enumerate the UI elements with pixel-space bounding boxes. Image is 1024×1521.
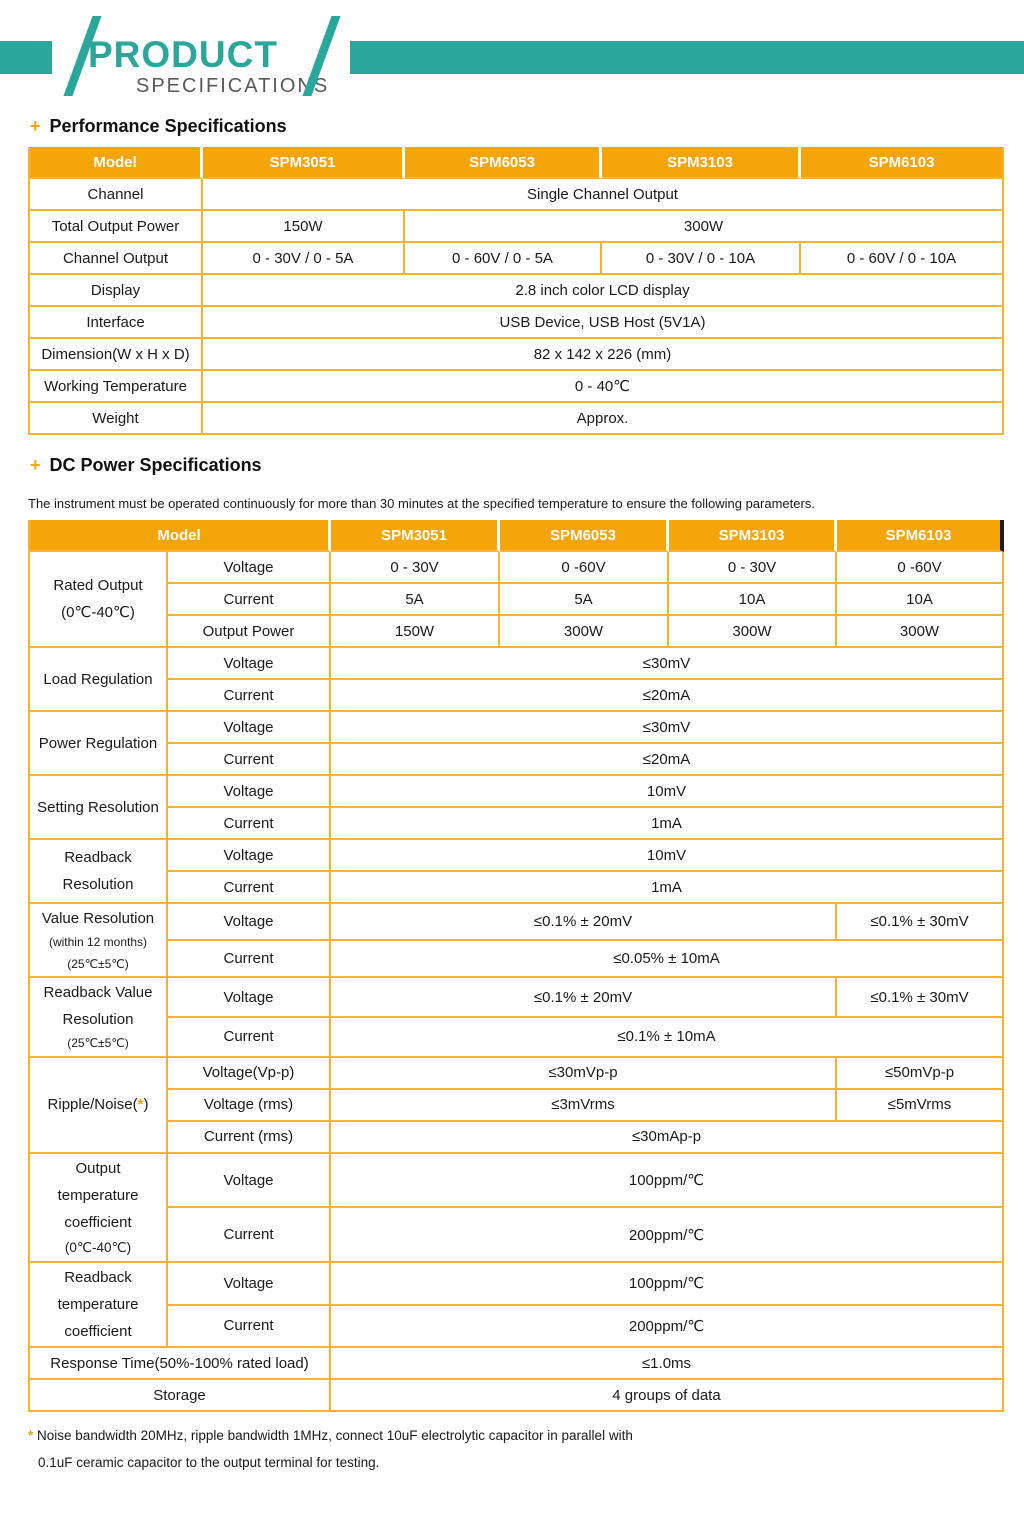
cell-value: ≤0.1% ± 30mV <box>837 978 1004 1018</box>
table-header-row <box>30 520 1004 552</box>
row-group-label-value-resolution <box>30 904 168 978</box>
row-sublabel: Output Power <box>168 616 331 648</box>
table-row <box>30 1306 1004 1349</box>
group-label-line: temperature <box>57 1186 139 1204</box>
group-label-line: Resolution <box>62 1011 134 1029</box>
row-sublabel: Current <box>168 1018 331 1058</box>
cell-value: ≤20mA <box>331 680 1004 712</box>
row-sublabel: Voltage <box>168 1263 331 1306</box>
table-row <box>30 808 1004 840</box>
page-header <box>0 0 1024 108</box>
table-row <box>30 840 1004 872</box>
group-label-text: Ripple/Noise( <box>47 1096 138 1114</box>
row-group-label-load-regulation: Load Regulation <box>30 648 168 712</box>
column-header-spm6053: SPM6053 <box>500 520 669 552</box>
table-row <box>30 1122 1004 1154</box>
cell-value: ≤30mVp-p <box>331 1058 837 1090</box>
group-label-line: coefficient <box>64 1213 132 1231</box>
row-group-label-readback-temp-coefficient <box>30 1263 168 1348</box>
table-row <box>30 243 1004 275</box>
table-row <box>30 403 1004 435</box>
column-header-spm3103: SPM3103 <box>602 147 801 179</box>
row-label: Channel <box>30 179 203 211</box>
cell-value: 0 -60V <box>837 552 1004 584</box>
cell-value: 300W <box>837 616 1004 648</box>
cell-value: USB Device, USB Host (5V1A) <box>203 307 1004 339</box>
row-group-label-rated-output <box>30 552 168 648</box>
cell-value: 0 - 30V <box>669 552 837 584</box>
cell-value: 0 - 60V / 0 - 10A <box>801 243 1004 275</box>
group-label-line: (25℃±5℃) <box>67 1036 129 1051</box>
cell-value: Single Channel Output <box>203 179 1004 211</box>
table-row <box>30 1154 1004 1209</box>
row-sublabel: Current <box>168 808 331 840</box>
cell-value: 200ppm/℃ <box>331 1208 1004 1263</box>
row-sublabel: Current <box>168 680 331 712</box>
asterisk-marker: * <box>137 1096 144 1114</box>
logo-title: PRODUCT <box>88 34 278 75</box>
group-label-line: (0℃-40℃) <box>61 604 135 621</box>
table-row <box>30 1058 1004 1090</box>
table-row <box>30 776 1004 808</box>
cell-value: ≤0.1% ± 30mV <box>837 904 1004 941</box>
cell-value: 10mV <box>331 776 1004 808</box>
row-label: Channel Output <box>30 243 203 275</box>
cell-value: 200ppm/℃ <box>331 1306 1004 1349</box>
row-sublabel: Current (rms) <box>168 1122 331 1154</box>
cell-value: 10A <box>837 584 1004 616</box>
column-header-spm3103: SPM3103 <box>669 520 837 552</box>
cell-value: ≤1.0ms <box>331 1348 1004 1380</box>
row-label: Interface <box>30 307 203 339</box>
row-group-label-readback-value-resolution <box>30 978 168 1058</box>
table-row <box>30 371 1004 403</box>
row-sublabel: Current <box>168 584 331 616</box>
table-row <box>30 1018 1004 1058</box>
cell-value: 5A <box>331 584 500 616</box>
table-row <box>30 1208 1004 1263</box>
table-row <box>30 1263 1004 1306</box>
cell-value: 150W <box>331 616 500 648</box>
column-header-model: Model <box>30 147 203 179</box>
table-row <box>30 744 1004 776</box>
row-sublabel: Voltage <box>168 552 331 584</box>
footnote <box>28 1422 1024 1476</box>
table-row <box>30 978 1004 1018</box>
group-label-line: Readback Value <box>43 984 153 1002</box>
section-heading-performance <box>30 116 1024 137</box>
cell-value: 1mA <box>331 872 1004 904</box>
cell-value: 300W <box>669 616 837 648</box>
table-row <box>30 680 1004 712</box>
cell-value: ≤30mV <box>331 648 1004 680</box>
cell-value: 100ppm/℃ <box>331 1154 1004 1209</box>
cell-value: 0 - 40℃ <box>203 371 1004 403</box>
dc-power-spec-table <box>28 520 1004 1412</box>
group-label-line: Readback <box>64 849 132 866</box>
column-header-model: Model <box>30 520 331 552</box>
footnote-line: 0.1uF ceramic capacitor to the output terminal for testing. <box>38 1455 380 1471</box>
cell-value: ≤30mAp-p <box>331 1122 1004 1154</box>
group-label-line: Readback <box>64 1269 132 1287</box>
cell-value: ≤0.1% ± 20mV <box>331 904 837 941</box>
column-header-spm6053: SPM6053 <box>405 147 602 179</box>
dc-power-note: The instrument must be operated continuously for more than 30 minutes at the specified temperature to ensure the following parameters. <box>28 496 815 511</box>
row-label: Storage <box>30 1380 331 1412</box>
row-sublabel: Voltage <box>168 776 331 808</box>
cell-value: 0 - 30V / 0 - 10A <box>602 243 801 275</box>
cell-value: ≤30mV <box>331 712 1004 744</box>
row-sublabel: Voltage (rms) <box>168 1090 331 1122</box>
asterisk-marker: * <box>28 1428 34 1444</box>
row-sublabel: Voltage <box>168 978 331 1018</box>
cell-value: 100ppm/℃ <box>331 1263 1004 1306</box>
cell-value: ≤20mA <box>331 744 1004 776</box>
performance-spec-table <box>28 147 1004 435</box>
cell-value: 0 - 60V / 0 - 5A <box>405 243 602 275</box>
row-sublabel: Voltage(Vp-p) <box>168 1058 331 1090</box>
cell-value: ≤0.05% ± 10mA <box>331 941 1004 978</box>
table-row <box>30 616 1004 648</box>
cell-value: 0 - 30V <box>331 552 500 584</box>
row-label: Display <box>30 275 203 307</box>
row-sublabel: Current <box>168 872 331 904</box>
row-group-label-ripple-noise <box>30 1058 168 1154</box>
group-label-line: (0℃-40℃) <box>64 1239 132 1255</box>
column-header-spm3051: SPM3051 <box>203 147 405 179</box>
row-sublabel: Voltage <box>168 904 331 941</box>
group-label-line: Rated Output <box>53 577 143 594</box>
product-logo <box>52 10 350 102</box>
cell-value: 5A <box>500 584 669 616</box>
cell-value: 300W <box>500 616 669 648</box>
column-header-spm3051: SPM3051 <box>331 520 500 552</box>
row-sublabel: Voltage <box>168 1154 331 1209</box>
row-label: Dimension(W x H x D) <box>30 339 203 371</box>
cell-value: 10A <box>669 584 837 616</box>
cell-value: ≤50mVp-p <box>837 1058 1004 1090</box>
row-group-label-setting-resolution: Setting Resolution <box>30 776 168 840</box>
table-row <box>30 179 1004 211</box>
table-row <box>30 211 1004 243</box>
table-row <box>30 307 1004 339</box>
cell-value: ≤0.1% ± 10mA <box>331 1018 1004 1058</box>
cell-value: 82 x 142 x 226 (mm) <box>203 339 1004 371</box>
section-heading-text: Performance Specifications <box>49 116 287 136</box>
row-sublabel: Current <box>168 1208 331 1263</box>
footnote-line <box>28 1422 1024 1449</box>
row-sublabel: Voltage <box>168 648 331 680</box>
table-row <box>30 648 1004 680</box>
table-row <box>30 275 1004 307</box>
column-header-spm6103: SPM6103 <box>801 147 1004 179</box>
column-header-spm6103: SPM6103 <box>837 520 1004 552</box>
cell-value: 0 - 30V / 0 - 5A <box>203 243 405 275</box>
logo-subtitle: SPECIFICATIONS <box>136 75 330 97</box>
table-row <box>30 712 1004 744</box>
row-sublabel: Current <box>168 1306 331 1349</box>
row-sublabel: Current <box>168 941 331 978</box>
row-label: Total Output Power <box>30 211 203 243</box>
row-sublabel: Voltage <box>168 840 331 872</box>
row-group-label-output-temp-coefficient <box>30 1154 168 1263</box>
row-sublabel: Current <box>168 744 331 776</box>
group-label-line: Value Resolution <box>41 910 155 927</box>
row-label: Response Time(50%-100% rated load) <box>30 1348 331 1380</box>
group-label-line: (25℃±5℃) <box>67 956 129 971</box>
row-group-label-readback-resolution <box>30 840 168 904</box>
plus-icon: + <box>30 455 41 475</box>
cell-value: 1mA <box>331 808 1004 840</box>
table-row <box>30 552 1004 584</box>
cell-value: 0 -60V <box>500 552 669 584</box>
cell-value: 300W <box>405 211 1004 243</box>
table-header-row <box>30 147 1004 179</box>
cell-value: 2.8 inch color LCD display <box>203 275 1004 307</box>
table-row <box>30 1380 1004 1412</box>
footnote-text: Noise bandwidth 20MHz, ripple bandwidth 1MHz, connect 10uF electrolytic capacitor in parallel with <box>37 1428 633 1444</box>
group-label-line: (within 12 months) <box>48 935 148 949</box>
table-row <box>30 941 1004 978</box>
group-label-text: ) <box>143 1096 149 1114</box>
cell-value: 10mV <box>331 840 1004 872</box>
group-label-line: coefficient <box>64 1323 132 1341</box>
table-row <box>30 872 1004 904</box>
cell-value: ≤5mVrms <box>837 1090 1004 1122</box>
table-row <box>30 339 1004 371</box>
row-sublabel: Voltage <box>168 712 331 744</box>
cell-value: 150W <box>203 211 405 243</box>
section-heading-text: DC Power Specifications <box>49 455 262 475</box>
cell-value: 4 groups of data <box>331 1380 1004 1412</box>
row-label: Weight <box>30 403 203 435</box>
section-heading-dc-power <box>30 455 1024 476</box>
plus-icon: + <box>30 116 41 136</box>
group-label-line: Output <box>75 1159 121 1177</box>
cell-value: ≤0.1% ± 20mV <box>331 978 837 1018</box>
group-label-line: Resolution <box>62 876 134 893</box>
table-row <box>30 1348 1004 1380</box>
table-row <box>30 584 1004 616</box>
group-label-line: temperature <box>57 1296 139 1314</box>
table-row <box>30 904 1004 941</box>
table-row <box>30 1090 1004 1122</box>
cell-value: Approx. <box>203 403 1004 435</box>
row-label: Working Temperature <box>30 371 203 403</box>
row-group-label-power-regulation: Power Regulation <box>30 712 168 776</box>
cell-value: ≤3mVrms <box>331 1090 837 1122</box>
